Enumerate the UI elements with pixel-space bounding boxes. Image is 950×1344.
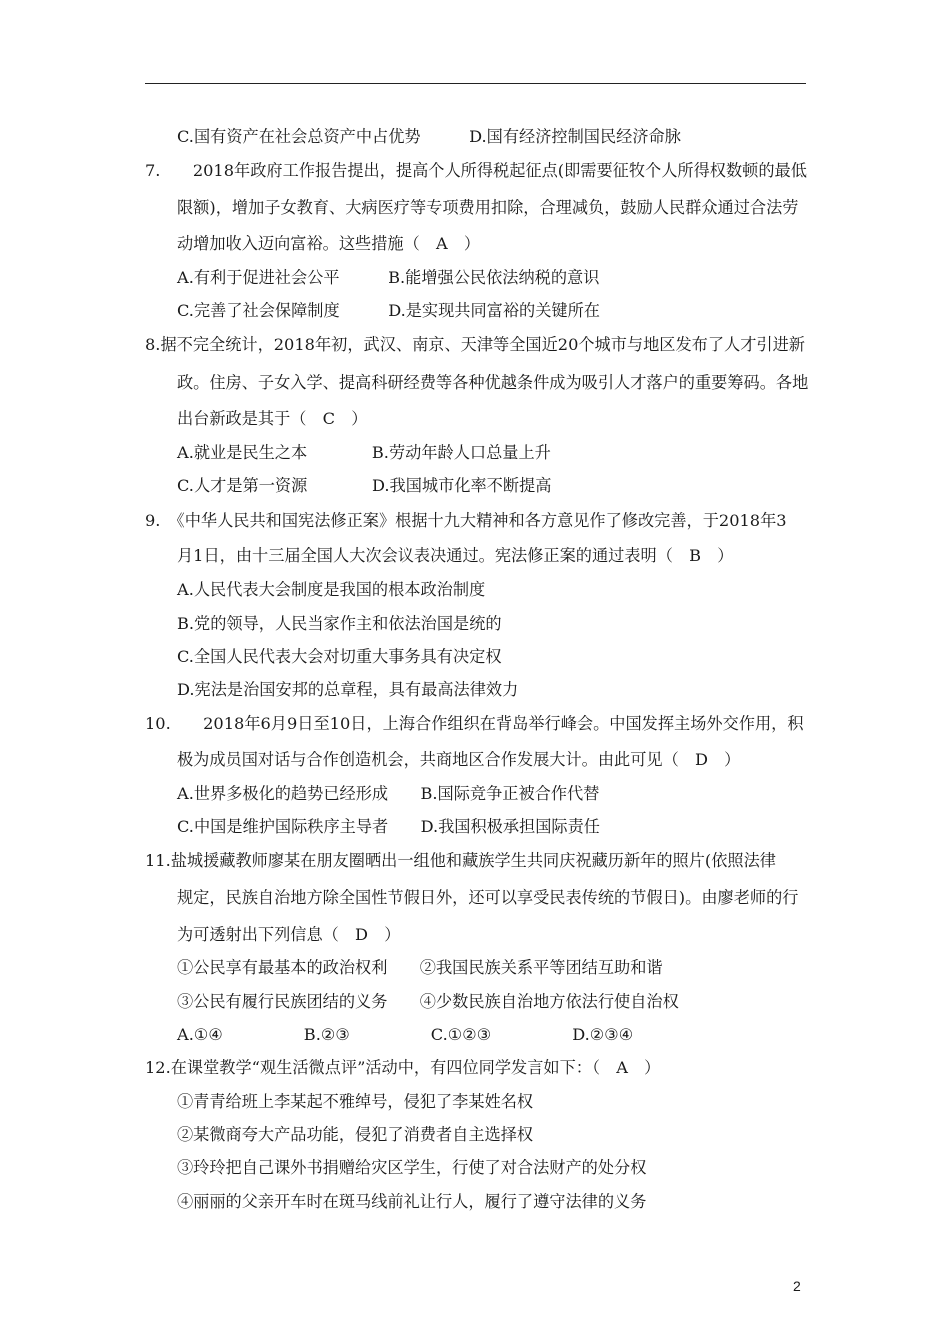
- q9-option-a: A.人民代表大会制度是我国的根本政治制度: [177, 580, 486, 599]
- q12-statement-4: ④丽丽的父亲开车时在斑马线前礼让行人，履行了遵守法律的义务: [177, 1192, 647, 1211]
- page-number: 2: [793, 1278, 801, 1294]
- q11-stem-line-1: 11.盐城援藏教师廖某在朋友圈晒出一组他和藏族学生共同庆祝藏历新年的照片(依照法律: [145, 851, 776, 870]
- q8-stem-line-3: 出台新政是其于（ C ）: [177, 409, 368, 428]
- q7-stem-line-1: 7. 2018年政府工作报告提出，提高个人所得税起征点(即需要征牧个人所得权数顿的最低: [145, 161, 807, 180]
- q12-statement-1: ①青青给班上李某起不雅绰号，侵犯了李某姓名权: [177, 1092, 534, 1111]
- q7-stem-line-3: 动增加收入迈向富裕。这些措施（ A ）: [177, 234, 481, 253]
- q12-statement-2: ②某微商夸大产品功能，侵犯了消费者自主选择权: [177, 1125, 534, 1144]
- q9-option-d: D.宪法是治国安邦的总章程，具有最高法律效力: [177, 680, 519, 699]
- q9-stem-line-2: 月1日，由十三届全国人大次会议表决通过。宪法修正案的通过表明（ B ）: [177, 546, 734, 565]
- q9-option-c: C.全国人民代表大会对切重大事务具有决定权: [177, 647, 502, 666]
- q9-stem-line-1: 9. 《中华人民共和国宪法修正案》根据十九大精神和各方意见作了修改完善，于2018年3: [145, 511, 787, 530]
- q10-option-ab: A.世界多极化的趋势已经形成 B.国际竞争正被合作代替: [177, 784, 600, 803]
- q8-stem-line-1: 8.据不完全统计，2018年初，武汉、南京、天津等全国近20个城市与地区发布了人才引进新: [145, 335, 805, 354]
- header-rule: [145, 83, 806, 84]
- q11-statements-12: ①公民享有最基本的政治权利 ②我国民族关系平等团结互助和谐: [177, 958, 663, 977]
- q12-stem: 12.在课堂教学“观生活微点评”活动中，有四位同学发言如下：（ A ）: [145, 1058, 661, 1077]
- q10-stem-line-2: 极为成员国对话与合作创造机会，共商地区合作发展大计。由此可见（ D ）: [177, 750, 741, 769]
- q7-option-cd: C.完善了社会保障制度 D.是实现共同富裕的关键所在: [177, 301, 600, 320]
- q9-option-b: B.党的领导，人民当家作主和依法治国是统的: [177, 614, 502, 633]
- q8-stem-line-2: 政。住房、子女入学、提高科研经费等各种优越条件成为吸引人才落户的重要筹码。各地: [177, 373, 809, 392]
- q12-statement-3: ③玲玲把自己课外书捐赠给灾区学生，行使了对合法财产的处分权: [177, 1158, 647, 1177]
- q11-stem-line-2: 规定，民族自治地方除全国性节假日外，还可以享受民表传统的节假日)。由廖老师的行: [177, 888, 799, 907]
- q11-stem-line-3: 为可透射出下列信息（ D ）: [177, 925, 401, 944]
- q7-option-ab: A.有利于促进社会公平 B.能增强公民依法纳税的意识: [177, 268, 600, 287]
- q6-option-cd: C.国有资产在社会总资产中占优势 D.国有经济控制国民经济命脉: [177, 127, 681, 146]
- q10-option-cd: C.中国是维护国际秩序主导者 D.我国积极承担国际责任: [177, 817, 600, 836]
- q8-option-cd: C.人才是第一资源 D.我国城市化率不断提高: [177, 476, 552, 495]
- q11-statements-34: ③公民有履行民族团结的义务 ④少数民族自治地方依法行使自治权: [177, 992, 679, 1011]
- q11-options: A.①④ B.②③ C.①②③ D.②③④: [177, 1025, 634, 1044]
- q7-stem-line-2: 限额)，增加子女教育、大病医疗等专项费用扣除，合理减负，鼓励人民群众通过合法劳: [177, 198, 799, 217]
- q10-stem-line-1: 10. 2018年6月9日至10日，上海合作组织在背岛举行峰会。中国发挥主场外交作用，积: [145, 714, 804, 733]
- q8-option-ab: A.就业是民生之本 B.劳动年龄人口总量上升: [177, 443, 551, 462]
